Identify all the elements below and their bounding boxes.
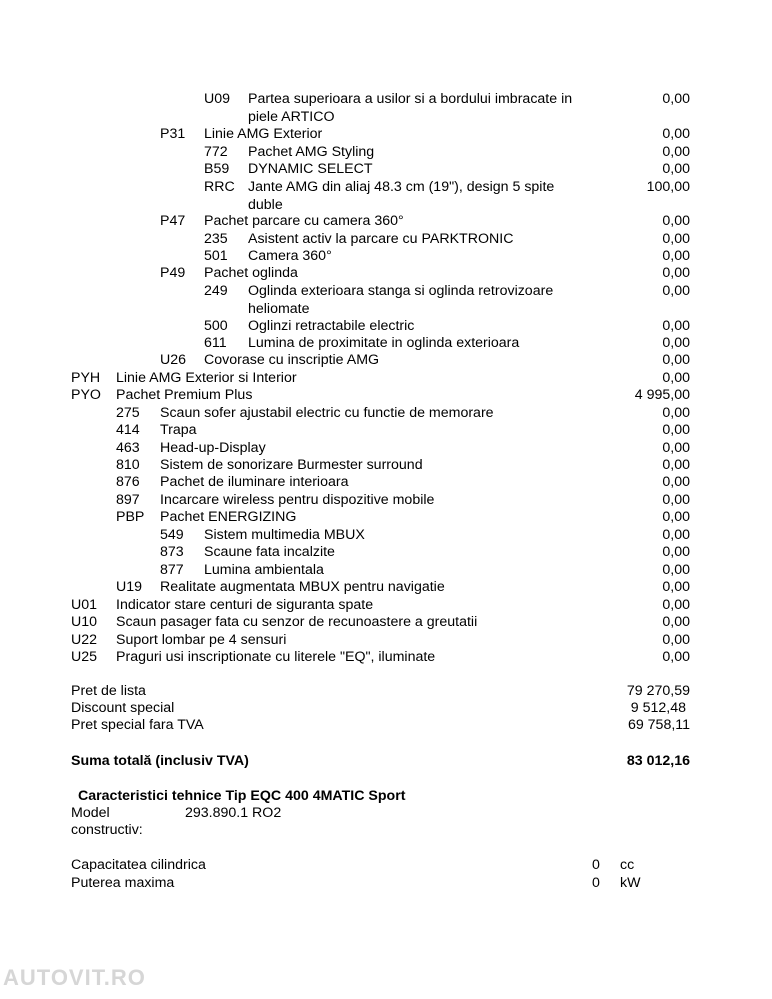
option-description: Sistem multimedia MBUX	[204, 527, 365, 543]
option-price: 0,00	[662, 231, 690, 247]
option-code: B59	[204, 161, 230, 177]
option-code: 275	[116, 405, 140, 421]
equipment-row	[0, 457, 772, 475]
model-label-line1: Model	[71, 805, 110, 821]
option-price: 0,00	[662, 492, 690, 508]
option-code: P31	[160, 126, 186, 142]
equipment-row	[0, 474, 772, 492]
option-price: 0,00	[662, 579, 690, 595]
equipment-row	[0, 632, 772, 650]
option-price: 0,00	[662, 283, 690, 299]
option-price: 0,00	[662, 614, 690, 630]
option-price: 0,00	[662, 509, 690, 525]
option-code: 810	[116, 457, 140, 473]
option-description: Trapa	[160, 422, 197, 438]
option-price: 0,00	[662, 335, 690, 351]
option-price: 0,00	[662, 527, 690, 543]
option-price: 0,00	[662, 91, 690, 107]
option-price: 0,00	[662, 248, 690, 264]
option-price: 0,00	[662, 265, 690, 281]
displacement-label: Capacitatea cilindrica	[71, 857, 206, 873]
option-description: Oglinda exterioara stanga si oglinda retrovizoare heliomate	[248, 283, 554, 317]
list-price-label: Pret de lista	[71, 683, 146, 699]
equipment-row	[0, 440, 772, 458]
list-price-value: 79 270,59	[626, 683, 690, 699]
option-description: Pachet de iluminare interioara	[160, 474, 349, 490]
option-code: 500	[204, 318, 228, 334]
option-price: 0,00	[662, 597, 690, 613]
option-code: PBP	[116, 509, 145, 525]
equipment-row	[0, 318, 772, 336]
option-price: 0,00	[662, 440, 690, 456]
equipment-row	[0, 352, 772, 370]
option-code: P49	[160, 265, 186, 281]
equipment-row	[0, 614, 772, 632]
displacement-unit: cc	[620, 857, 635, 873]
option-code: 235	[204, 231, 228, 247]
specs-title: Caracteristici tehnice Tip EQC 400 4MATIC Sport	[78, 788, 406, 804]
option-description: Realitate augmentata MBUX pentru navigatie	[160, 579, 445, 595]
option-price: 0,00	[662, 649, 690, 665]
option-price: 0,00	[662, 544, 690, 560]
option-description: Sistem de sonorizare Burmester surround	[160, 457, 423, 473]
equipment-row	[0, 597, 772, 615]
equipment-row	[0, 335, 772, 353]
option-code: 501	[204, 248, 228, 264]
option-description: DYNAMIC SELECT	[248, 161, 373, 177]
option-price: 0,00	[662, 457, 690, 473]
option-code: U19	[116, 579, 143, 595]
option-description: Pachet ENERGIZING	[160, 509, 297, 525]
equipment-row	[0, 579, 772, 597]
option-code: 414	[116, 422, 140, 438]
equipment-row	[0, 509, 772, 527]
option-description: Asistent activ la parcare cu PARKTRONIC	[248, 231, 514, 247]
option-code: 249	[204, 283, 228, 299]
option-code: U09	[204, 91, 231, 107]
special-price-no-vat-label: Pret special fara TVA	[71, 717, 204, 733]
option-price: 0,00	[662, 318, 690, 334]
equipment-row	[0, 527, 772, 545]
option-description: Indicator stare centuri de siguranta spate	[116, 597, 374, 613]
power-label: Puterea maxima	[71, 875, 175, 891]
equipment-row	[0, 126, 772, 144]
option-description: Linie AMG Exterior	[204, 126, 323, 142]
special-price-no-vat-value: 69 758,11	[627, 717, 690, 733]
option-description: Praguri usi inscriptionate cu literele "EQ", iluminate	[116, 649, 436, 665]
total-value: 83 012,16	[626, 753, 690, 769]
option-price: 0,00	[662, 562, 690, 578]
watermark-logo: AUTOVIT.RO	[3, 965, 146, 990]
option-code: 877	[160, 562, 184, 578]
option-description: Camera 360°	[248, 248, 332, 264]
model-value: 293.890.1 RO2	[185, 805, 282, 821]
option-price: 0,00	[662, 370, 690, 386]
option-price: 0,00	[662, 474, 690, 490]
option-description: Covorase cu inscriptie AMG	[204, 352, 380, 368]
option-code: 611	[204, 335, 227, 351]
option-description: Lumina de proximitate in oglinda exterioara	[248, 335, 520, 351]
option-price: 0,00	[662, 632, 690, 648]
option-code: U22	[71, 632, 98, 648]
option-description: Lumina ambientala	[204, 562, 324, 578]
option-description: Pachet AMG Styling	[248, 144, 375, 160]
option-price: 0,00	[662, 144, 690, 160]
option-code: U25	[71, 649, 98, 665]
option-description: Pachet Premium Plus	[116, 387, 253, 403]
equipment-row	[0, 231, 772, 249]
equipment-row	[0, 649, 772, 667]
option-description: Pachet parcare cu camera 360°	[204, 213, 404, 229]
option-description: Scaune fata incalzite	[204, 544, 335, 560]
displacement-value: 0	[592, 857, 600, 873]
option-description: Pachet oglinda	[204, 265, 298, 281]
equipment-row	[0, 387, 772, 405]
option-code: RRC	[204, 179, 235, 195]
option-code: 876	[116, 474, 140, 490]
option-description: Jante AMG din aliaj 48.3 cm (19"), design 5 spite duble	[248, 179, 555, 213]
power-value: 0	[592, 875, 600, 891]
equipment-row	[0, 248, 772, 266]
equipment-row	[0, 283, 772, 317]
option-description: Incarcare wireless pentru dispozitive mobile	[160, 492, 435, 508]
option-price: 0,00	[662, 405, 690, 421]
option-code: PYO	[71, 387, 101, 403]
option-code: 463	[116, 440, 140, 456]
equipment-row	[0, 265, 772, 283]
option-description: Scaun sofer ajustabil electric cu functie de memorare	[160, 405, 494, 421]
option-code: U26	[160, 352, 187, 368]
option-description: Head-up-Display	[160, 440, 266, 456]
total-label: Suma totală (inclusiv TVA)	[71, 753, 249, 769]
option-price: 100,00	[646, 179, 690, 195]
option-description: Scaun pasager fata cu senzor de recunoastere a greutatii	[116, 614, 478, 630]
equipment-row	[0, 492, 772, 510]
equipment-row	[0, 179, 772, 213]
option-code: U10	[71, 614, 98, 630]
option-price: 0,00	[662, 161, 690, 177]
discount-label: Discount special	[71, 700, 175, 716]
option-description: Oglinzi retractabile electric	[248, 318, 415, 334]
option-code: 897	[116, 492, 140, 508]
option-code: PYH	[71, 370, 101, 386]
option-price: 4 995,00	[634, 387, 690, 403]
option-code: U01	[71, 597, 98, 613]
equipment-row	[0, 370, 772, 388]
equipment-row	[0, 91, 772, 125]
equipment-row	[0, 544, 772, 562]
equipment-row	[0, 562, 772, 580]
option-code: 772	[204, 144, 228, 160]
option-code: 873	[160, 544, 184, 560]
equipment-row	[0, 161, 772, 179]
equipment-row	[0, 422, 772, 440]
equipment-row	[0, 213, 772, 231]
option-description: Linie AMG Exterior si Interior	[116, 370, 297, 386]
equipment-row	[0, 144, 772, 162]
discount-value: 9 512,48	[630, 700, 686, 716]
option-description: Partea superioara a usilor si a bordului imbracate in piele ARTICO	[248, 91, 573, 125]
option-code: P47	[160, 213, 186, 229]
option-price: 0,00	[662, 422, 690, 438]
equipment-row	[0, 405, 772, 423]
option-code: 549	[160, 527, 184, 543]
option-price: 0,00	[662, 126, 690, 142]
power-unit: kW	[620, 875, 641, 891]
model-label-line2: constructiv:	[71, 822, 143, 838]
option-description: Suport lombar pe 4 sensuri	[116, 632, 287, 648]
option-price: 0,00	[662, 352, 690, 368]
option-price: 0,00	[662, 213, 690, 229]
